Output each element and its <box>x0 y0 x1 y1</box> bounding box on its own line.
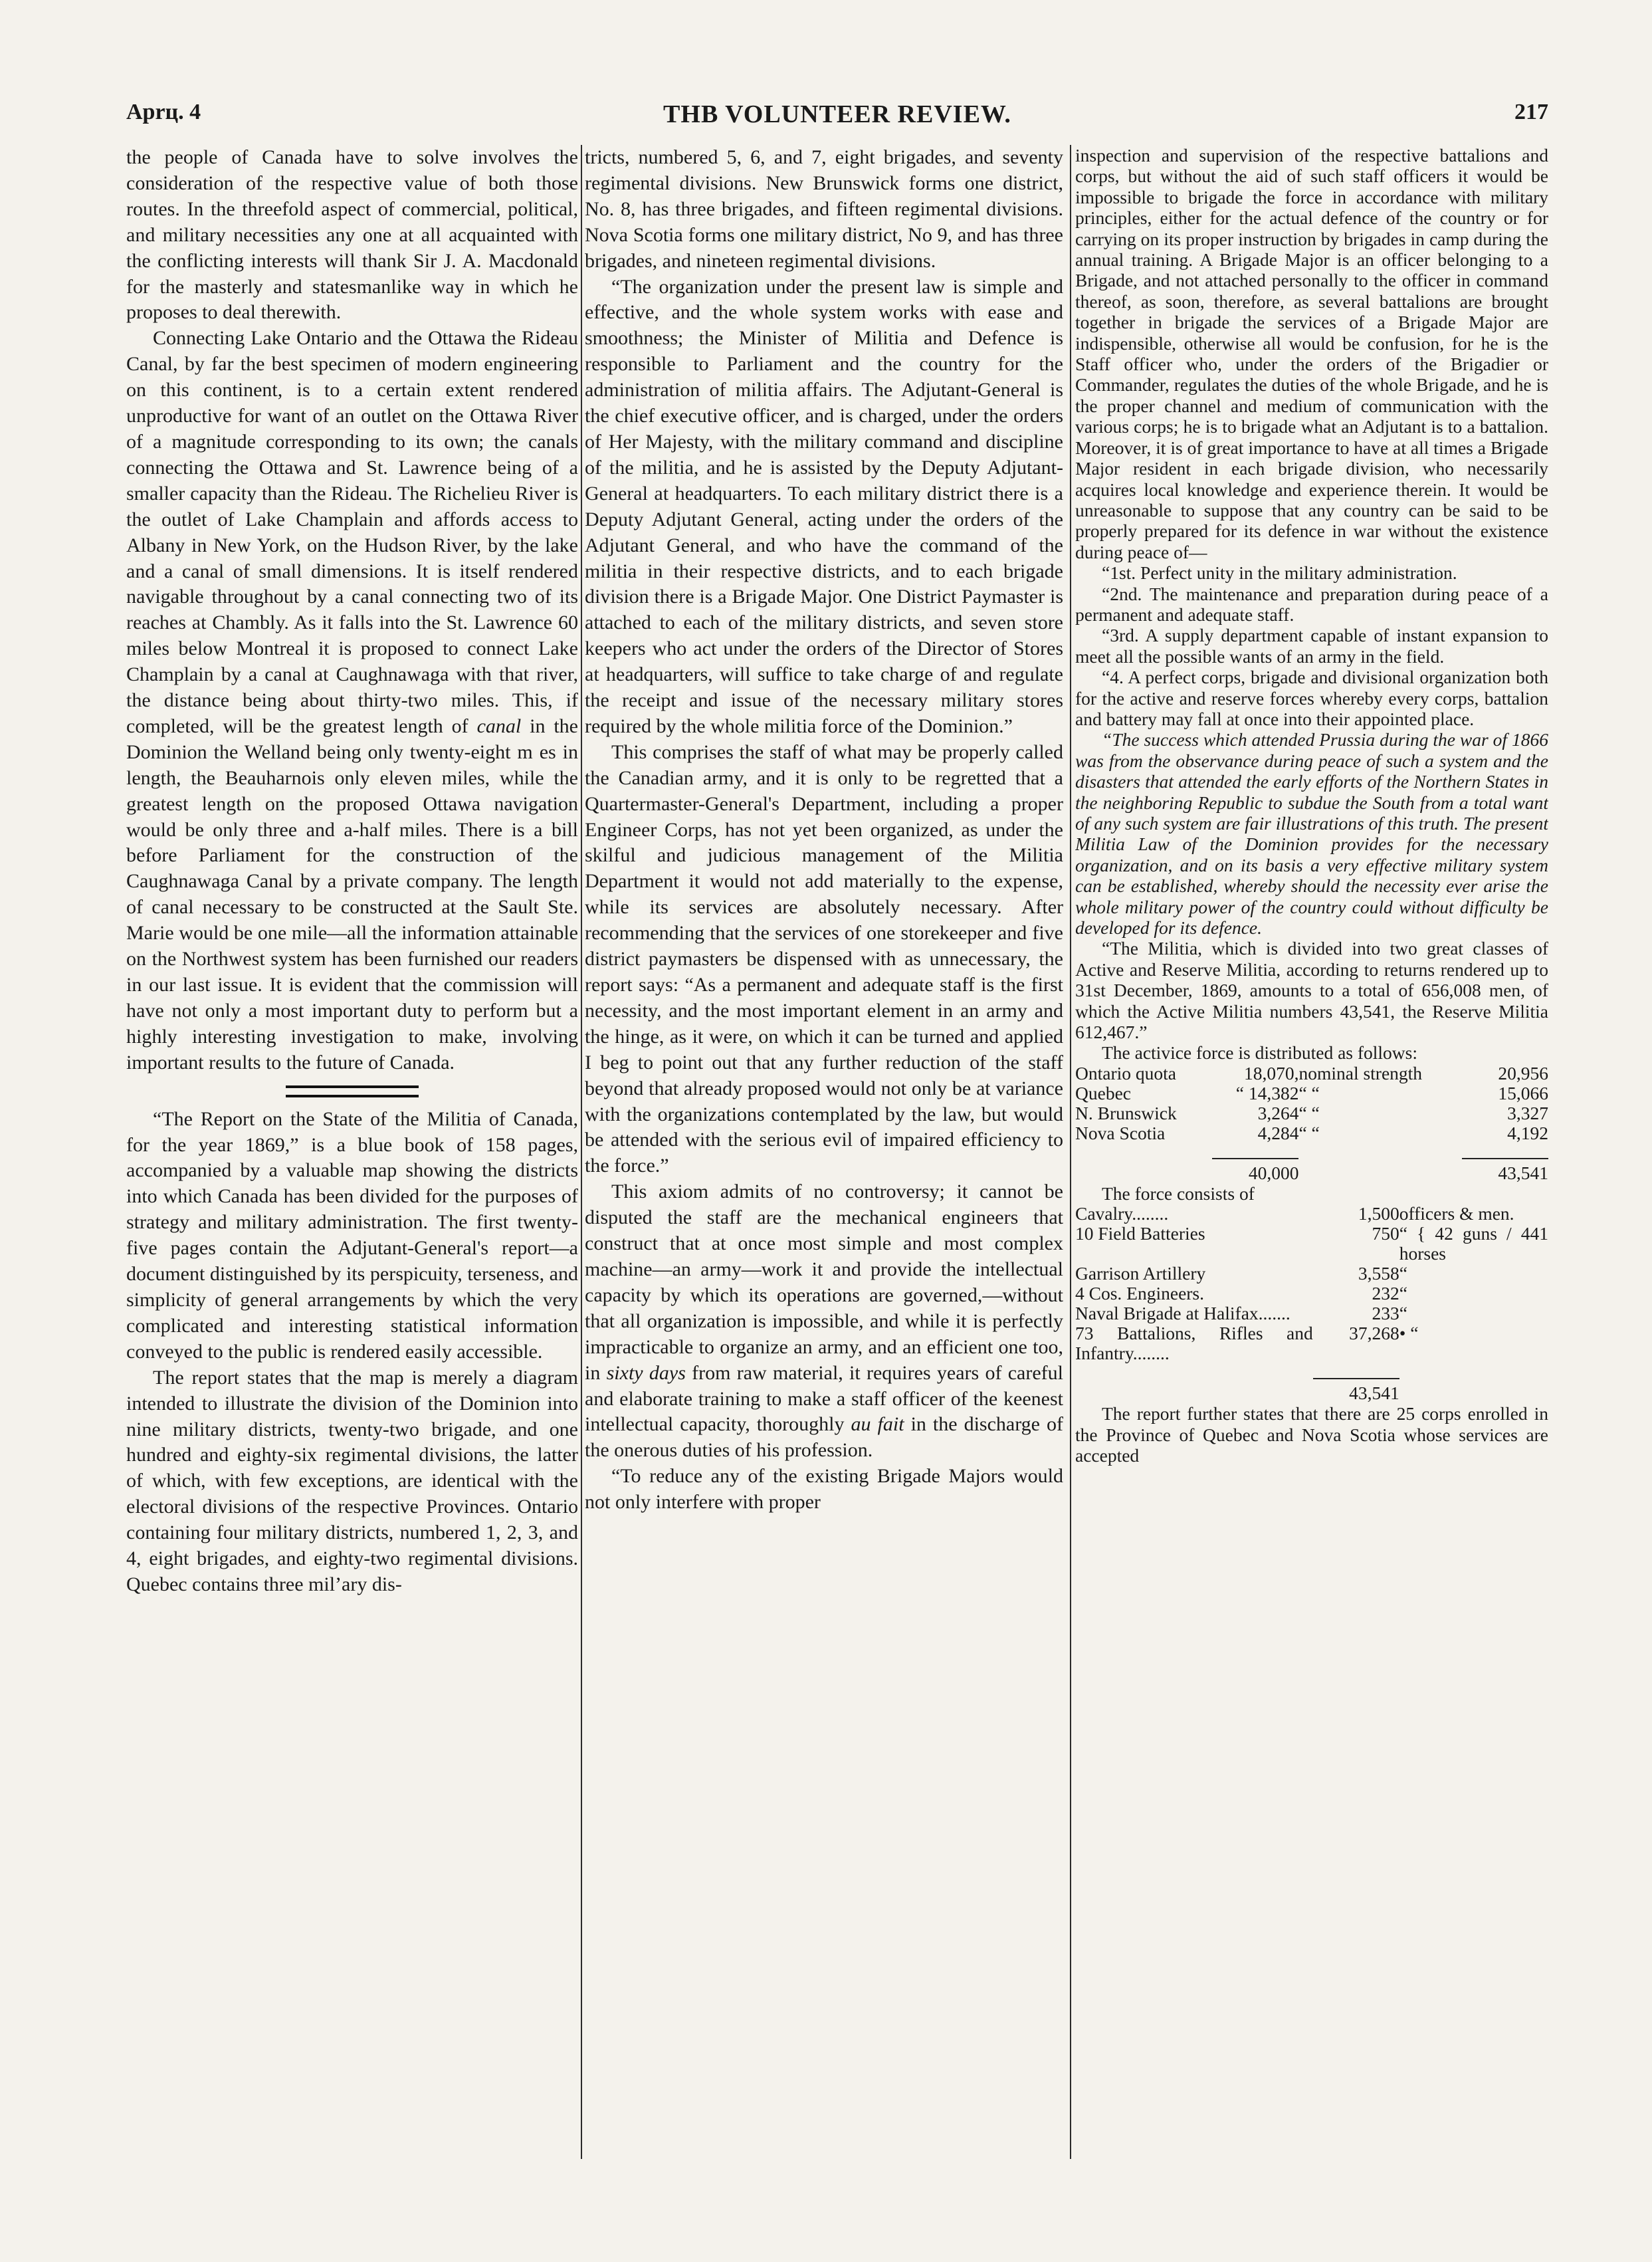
force-cell-note: “ <box>1399 1263 1407 1284</box>
paragraph: “The organization under the present law is simple and effective, and the whole system works with ease and smoothness; the Minister of Militia and Defence is responsible to Parliament and the country for the administration of militia affairs. The Adjutant-General is the chief executive officer, and is charged, under the orders of Her Majesty, with the military command and discipline of the militia, and he is assisted by the Deputy Adjutant-General at headquarters. To each military district there is a Deputy Adjutant General, acting under the orders of the Adjutant General, and who have the command of the militia in their respective districts, and to each brigade division there is a Brigade Major. One District Paymaster is attached to each of the military districts, and seven store keepers who act under the orders of the Director of Stores at headquarters, will suffice to take charge of and regulate the receipt and issue of the necessary military stores required by the whole militia force of the Dominion.” <box>585 275 1063 737</box>
paragraph: The force consists of <box>1102 1183 1255 1204</box>
force-cell-note: “ { 42 guns / 441 horses <box>1399 1223 1548 1264</box>
column-rule <box>581 145 582 2159</box>
force-cell-unit: Cavalry........ <box>1075 1203 1169 1224</box>
quota-cell-mid: “ “ <box>1298 1122 1320 1143</box>
force-cell-num: 3,558 <box>1358 1263 1399 1284</box>
force-cell-num: 233 <box>1372 1303 1399 1324</box>
quota-cell-str: 3,327 <box>1507 1102 1548 1123</box>
paragraph: tricts, numbered 5, 6, and 7, eight brigades, and seventy regimental divisions. New Brunswick forms one district, No. 8, has three brigades, and fifteen regimental divisions. Nova Scotia forms one military district, No 9, and has three brigades, and nineteen regimental divisions. <box>585 146 1063 272</box>
force-cell-unit: 73 Battalions, Rifles and Infantry........ <box>1075 1323 1313 1364</box>
force-row <box>1075 1204 1548 1224</box>
paragraph: “The Militia, which is divided into two great classes of Active and Reserve Militia, according to returns rendered up to 31st December, 1869, amounts to a total of 656,008 men, of which the Active Militia numbers 43,541, the Reserve Militia 612,467.” <box>1075 938 1548 1043</box>
quota-cell-quota: 18,070, <box>1243 1062 1299 1083</box>
paragraph: inspection and supervision of the respective battalions and corps, but without the aid of such staff officers it would be impossible to brigade the force in accordance with military principles, either for the actual defence of the country or for carrying on its proper instruction by brigades in camp during the annual training. A Brigade Major is an officer belonging to a Brigade, and not attached personally to the officer in command thereof, as soon, therefore, as several battalions are brought together in brigade the services of a Brigade Major are indispensible, otherwise all would be confusion, for he is the Staff officer who, under the orders of the Brigadier or Commander, regulates the duties of the whole Brigade, and he is the proper channel and medium of communication with the various corps; he is to brigade what an Adjutant is to a battalion. Moreover, it is of great importance to have at all times a Brigade Major resident in each brigade division, who necessarily acquires local knowledge and experience therein. It would be unreasonable to suppose that any country can be said to be properly prepared for its defence in war without the existence during peace of— <box>1075 145 1548 562</box>
paragraph: the people of Canada have to solve involves the consideration of the respective value of both those routes. In the threefold aspect of commercial, political, and military necessities any one at all acquainted with the conflicting interests will thank Sir J. A. Macdonald for the masterly and statesmanlike way in which he proposes to deal therewith. <box>126 146 578 324</box>
force-cell-num: 1,500 <box>1358 1203 1399 1224</box>
quota-cell-mid: “ “ <box>1298 1102 1320 1123</box>
force-cell-unit: 10 Field Batteries <box>1075 1223 1205 1244</box>
quota-cell-str: 15,066 <box>1498 1082 1548 1103</box>
quota-cell-str: 4,192 <box>1507 1122 1548 1143</box>
paragraph: “4. A perfect corps, brigade and divisional organization both for the active and reserve forces whereby every corps, battalion and battery may fall at once into their appointed place. <box>1075 667 1548 729</box>
quota-cell-quota: 4,284 <box>1257 1122 1299 1143</box>
force-total-row: 43,541 <box>1075 1363 1548 1403</box>
force-cell-unit: 4 Cos. Engineers. <box>1075 1283 1205 1304</box>
force-row <box>1075 1303 1548 1323</box>
force-row <box>1075 1323 1548 1363</box>
paragraph: The report states that the map is merely a diagram intended to illustrate the division of the Dominion into nine military districts, twenty-two brigade, and one hundred and eighty-six regimental divisions, the latter of which, with few exceptions, are identical with the electoral divisions of the respective Provinces. Ontario containing four military districts, numbered 1, 2, 3, and 4, eight brigades, and eighty-two regimental divisions. Quebec contains three mil’ary dis- <box>126 1366 578 1595</box>
column-2 <box>585 145 1063 2159</box>
force-row <box>1075 1284 1548 1303</box>
header-date: Aprц. 4 <box>126 100 201 124</box>
masthead-title: THB VOLUNTEER REVIEW. <box>663 100 1011 128</box>
column-3 <box>1075 145 1548 2159</box>
quota-cell-prov: N. Brunswick <box>1075 1102 1177 1123</box>
force-cell-note: “ <box>1399 1283 1407 1304</box>
paragraph: “1st. Perfect unity in the military administration. <box>1102 562 1457 584</box>
quota-cell-quota: 3,264 <box>1257 1102 1299 1123</box>
paragraph: “To reduce any of the existing Brigade Majors would not only interfere with proper <box>585 1465 1063 1514</box>
section-divider <box>286 1085 419 1097</box>
paragraph: “2nd. The maintenance and preparation during peace of a permanent and adequate staff. <box>1075 583 1548 625</box>
column-1 <box>126 145 578 2159</box>
paragraph: This axiom admits of no controversy; it cannot be disputed the staff are the mechanical engineers that construct that at once most simple and most complex machine—an army—work it and provide the intellectual capacity by which its operations are governed,—without that all organization is impossible, and while it is perfectly impracticable to organize an army, and an efficient one too, in sixty days from raw material, it requires years of careful and elaborate training to make a staff officer of the keenest intellectual capacity, thoroughly au fait in the discharge of the onerous duties of his profession. <box>585 1181 1063 1462</box>
force-cell-num: 232 <box>1372 1283 1399 1304</box>
quota-cell-prov: Ontario quota <box>1075 1062 1176 1083</box>
italic-quote: “The success which attended Prussia during the war of 1866 was from the observance during peace of such a system and the disasters that attended the early efforts of the Northern States in the neighboring Republic to subdue the South from a total want of any such system are fair illustrations of this truth. The present Militia Law of the Dominion provides for the necessary organization, and on its basis a very effective military system can be established, whereby should the necessity ever arise the whole military power of the country could without difficulty be developed for its defence. <box>1075 729 1548 939</box>
quota-row <box>1075 1064 1548 1083</box>
quota-cell-mid: “ “ <box>1298 1082 1320 1103</box>
force-cell-note: “ <box>1399 1303 1407 1324</box>
paragraph: “3rd. A supply department capable of instant expansion to meet all the possible wants of an army in the field. <box>1075 625 1548 667</box>
quota-cell-prov: Quebec <box>1075 1082 1131 1103</box>
force-cell-num: 37,268 <box>1349 1323 1399 1344</box>
force-cell-note: officers & men. <box>1399 1203 1514 1224</box>
force-table <box>1075 1204 1548 1403</box>
page-header <box>126 100 1548 140</box>
quota-cell-str: 20,956 <box>1498 1062 1548 1083</box>
paragraph: The activice force is distributed as follows: <box>1102 1042 1417 1064</box>
quota-total-row: 40,000 43,541 <box>1075 1143 1548 1183</box>
paragraph: Connecting Lake Ontario and the Ottawa the Rideau Canal, by far the best specimen of modern engineering on this continent, is to a certain extent rendered unproductive for want of an outlet on the Ottawa River of a magnitude corresponding to its own; the canals connecting the Ottawa and St. Lawrence being of a smaller capacity than the Rideau. The Richelieu River is the outlet of Lake Champlain and affords access to Albany in New York, on the Hudson River, by the lake and a canal of small dimensions. It is itself rendered navigable throughout by a canal connecting two of its reaches at Chambly. As it falls into the St. Lawrence 60 miles below Montreal it is proposed to connect Lake Champlain by a canal at Caughnawaga with that river, the distance being about thirty-two miles. This, if completed, will be the greatest length of canal in the Dominion the Welland being only twenty-eight m es in length, the Beauharnois only eleven miles, while the greatest length on the proposed Ottawa navigation would be only three and a-half miles. There is a bill before Parliament for the construction of the Caughnawaga Canal by a private company. The length of canal necessary to be constructed at the Sault Ste. Marie would be one mile—all the information attainable on the Northwest system has been furnished our readers in our last issue. It is evident that the commission will have not only a most important duty to perform but a highly interesting investigation to make, involving important results to the future of Canada. <box>126 327 578 1074</box>
paragraph: “The Report on the State of the Militia of Canada, for the year 1869,” is a blue book of 158 pages, accompanied by a valuable map showing the districts into which Canada has been divided for the purposes of strategy and military administration. The first twenty-five pages contain the Adjutant-General's report—a document distinguished by its perspicuity, terseness, and simplicity of general arrangements by which the very complicated and interesting statistical information conveyed to the public is rendered easily accessible. <box>126 1107 578 1363</box>
force-cell-unit: Garrison Artillery <box>1075 1263 1206 1284</box>
force-cell-num: 750 <box>1372 1223 1399 1244</box>
quota-cell-prov: Nova Scotia <box>1075 1122 1166 1143</box>
force-cell-note: • “ <box>1399 1323 1419 1344</box>
column-rule <box>1070 145 1071 2159</box>
paragraph: This comprises the staff of what may be properly called the Canadian army, and it is only to be regretted that a Quartermaster-General's Department, including a proper Engineer Corps, has not yet been organized, as under the skilful and judicious management of the Militia Department it would not add materially to the expense, while its services are absolutely necessary. After recommending that the services of one storekeeper and five district paymasters be dispensed with as unnecessary, the report says: “As a permanent and adequate staff is the first necessity, and the most important element in an army and the hinge, as it were, on which it can be turned and applied I beg to point out that any further reduction of the staff beyond that already proposed would not only be at variance with the organizations contemplated by the law, but would be attended with the serious evil of impaired efficiency to the force.” <box>585 740 1063 1177</box>
page-number: 217 <box>1514 100 1548 124</box>
quota-row <box>1075 1103 1548 1123</box>
quota-cell-quota: “ 14,382 <box>1235 1082 1299 1103</box>
quota-cell-mid: nominal strength <box>1298 1062 1423 1083</box>
force-row <box>1075 1264 1548 1284</box>
paragraph: The report further states that there are 25 corps enrolled in the Province of Quebec and Nova Scotia whose services are accepted <box>1075 1403 1548 1466</box>
quota-row <box>1075 1123 1548 1143</box>
force-cell-unit: Naval Brigade at Halifax....... <box>1075 1303 1291 1324</box>
force-row <box>1075 1224 1548 1264</box>
quota-table <box>1075 1064 1548 1183</box>
quota-row <box>1075 1083 1548 1103</box>
